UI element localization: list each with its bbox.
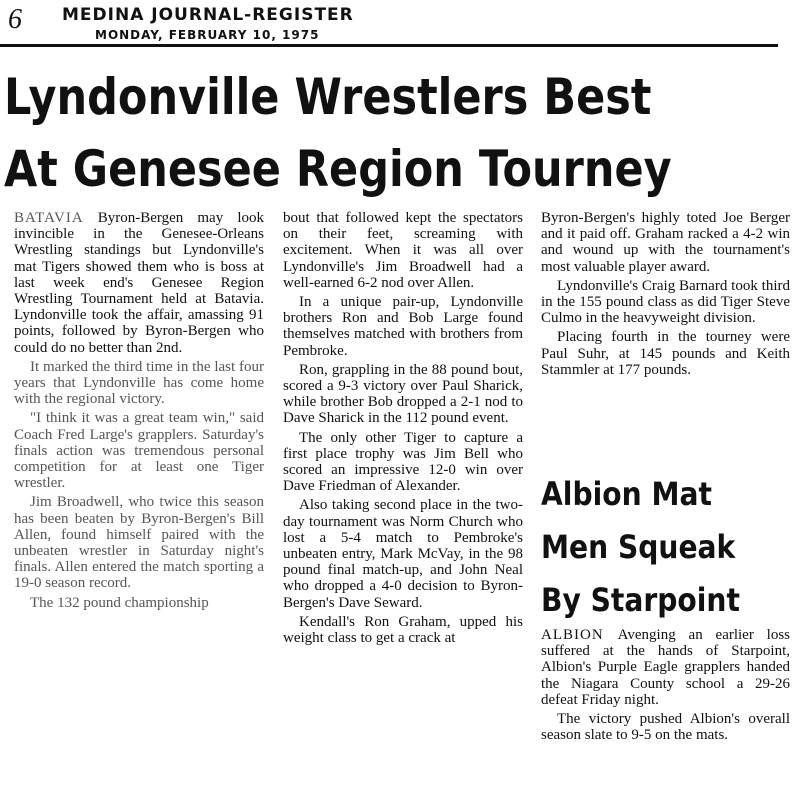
article-paragraph: In a unique pair-up, Lyndonville brothers Ron and Bob Large found themselves matched with brothers from Pembroke. <box>283 294 523 359</box>
headline-line-1: Lyndonville Wrestlers Best <box>4 68 652 126</box>
sub-article-body <box>541 627 790 800</box>
article-column-2 <box>283 210 523 800</box>
article-paragraph: "I think it was a great team win," said Coach Fred Large's grapplers. Saturday's finals action was tremendous personal competition for at least one Tiger wrestler. <box>14 410 264 492</box>
article-paragraph: It marked the third time in the last four years that Lyndonville has come home with the regional victory. <box>14 358 264 408</box>
masthead-rule <box>0 44 778 47</box>
sub-headline-line-1: Albion Mat <box>541 475 712 513</box>
article-paragraph-text: Byron-Bergen may look invincible in the Genesee-Orleans Wrestling standings but Lyndonville's mat Tigers showed them who is boss at last week end's Genesee Region Wrestling Tournament held at Batavia. Lyndonville took the affair, amassing 91 points, followed by Byron-Bergen who could do no better than 2nd. <box>14 210 264 356</box>
article-paragraph: Byron-Bergen's highly toted Joe Berger and it paid off. Graham racked a 4-2 win and wound up with the tournament's most valuable player award. <box>541 210 790 275</box>
page-number: 6 <box>8 4 22 35</box>
article-dateline: BATAVIA <box>14 210 84 226</box>
headline-line-2: At Genesee Region Tourney <box>4 140 672 198</box>
article-paragraph <box>541 627 790 708</box>
sub-article-headline <box>541 468 791 627</box>
paper-date: MONDAY, FEBRUARY 10, 1975 <box>95 28 320 42</box>
article-paragraph: bout that followed kept the spectators on their feet, screaming with excitement. When it was all over Lyndonville's Jim Broadwell had a well-earned 6-2 nod over Allen. <box>283 210 523 291</box>
article-column-3 <box>541 210 790 500</box>
article-paragraph: Placing fourth in the tourney were Paul Suhr, at 145 pounds and Keith Stammler at 177 pounds. <box>541 329 790 378</box>
article-paragraph <box>14 210 264 356</box>
article-paragraph: The victory pushed Albion's overall season slate to 9-5 on the mats. <box>541 711 790 744</box>
paper-name: MEDINA JOURNAL-REGISTER <box>62 5 354 25</box>
article-paragraph: The only other Tiger to capture a first place trophy was Jim Bell who scored an impressive 12-0 win over Dave Friedman of Alexander. <box>283 429 523 495</box>
article-paragraph: Ron, grappling in the 88 pound bout, scored a 9-3 victory over Paul Sharick, while brother Bob dropped a 2-1 nod to Dave Sharick in the 112 pound event. <box>283 361 523 427</box>
article-paragraph: Jim Broadwell, who twice this season has been beaten by Byron-Bergen's Bill Allen, found himself paired with the unbeaten wrestler in Saturday night's finals. Allen entered the match sporting a 19-0 season record. <box>14 494 264 592</box>
article-column-1 <box>14 210 264 800</box>
article-paragraph: Kendall's Ron Graham, upped his weight class to get a crack at <box>283 613 523 647</box>
sub-article-dateline: ALBION <box>541 627 604 643</box>
sub-headline-line-2: Men Squeak <box>541 528 736 566</box>
article-paragraph: Also taking second place in the two-day tournament was Norm Church who lost a 5-4 match to Pembroke's unbeaten entry, Mark McVay, in the 98 pound final match-up, and John Neal who dropped a 4-0 decision to Byron-Bergen's Dave Seward. <box>283 497 523 611</box>
article-paragraph-text: Avenging an earlier loss suffered at the hands of Starpoint, Albion's Purple Eagle grapplers handed the Niagara County school a 29-26 defeat Friday night. <box>541 627 790 708</box>
article-paragraph: The 132 pound championship <box>30 594 209 611</box>
sub-headline-line-3: By Starpoint <box>541 581 740 619</box>
article-paragraph: Lyndonville's Craig Barnard took third in the 155 pound class as did Tiger Steve Culmo in the heavyweight division. <box>541 277 790 327</box>
masthead <box>0 0 800 48</box>
